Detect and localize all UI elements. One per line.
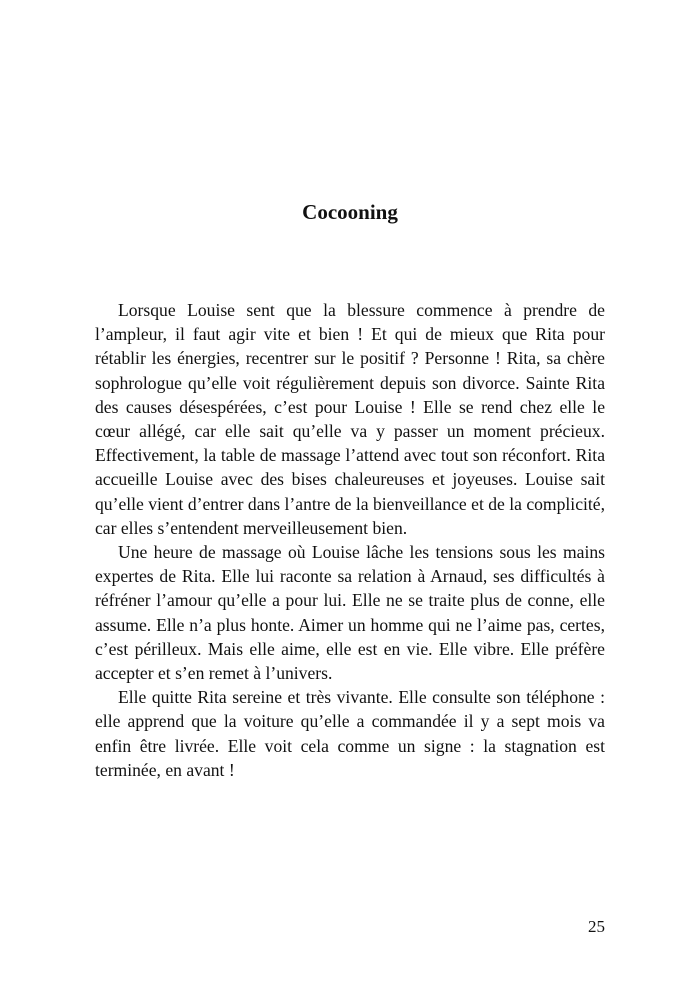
- chapter-body: [95, 298, 605, 782]
- page-number: 25: [588, 917, 605, 936]
- paragraph: Lorsque Louise sent que la blessure commence à prendre de l’ampleur, il faut agir vite et bien ! Et qui de mieux que Rita pour rétablir les énergies, recentrer sur le positif ? Personne ! Rita, sa chère sophrologue qu’elle voit régulièrement depuis son divorce. Sainte Rita des causes désespérées, c’est pour Louise ! Elle se rend chez elle le cœur allégé, car elle sait qu’elle va y passer un moment précieux. Effectivement, la table de massage l’attend avec tout son réconfort. Rita accueille Louise avec des bises chaleureuses et joyeuses. Louise sait qu’elle vient d’entrer dans l’antre de la bienveillance et de la complicité, car elles s’entendent merveilleusement bien.: [95, 300, 605, 538]
- chapter-title: Cocooning: [302, 200, 398, 224]
- paragraph: Elle quitte Rita sereine et très vivante. Elle consulte son téléphone : elle apprend que la voiture qu’elle a commandée il y a sept mois va enfin être livrée. Elle voit cela comme un signe : la stagnation est terminée, en avant !: [95, 687, 605, 780]
- paragraph: Une heure de massage où Louise lâche les tensions sous les mains expertes de Rita. Elle lui raconte sa relation à Arnaud, ses difficultés à réfréner l’amour qu’elle a pour lui. Elle ne se traite plus de conne, elle assume. Elle n’a plus honte. Aimer un homme qui ne l’aime pas, certes, c’est périlleux. Mais elle aime, elle est en vie. Elle vibre. Elle préfère accepter et s’en remet à l’univers.: [95, 542, 605, 684]
